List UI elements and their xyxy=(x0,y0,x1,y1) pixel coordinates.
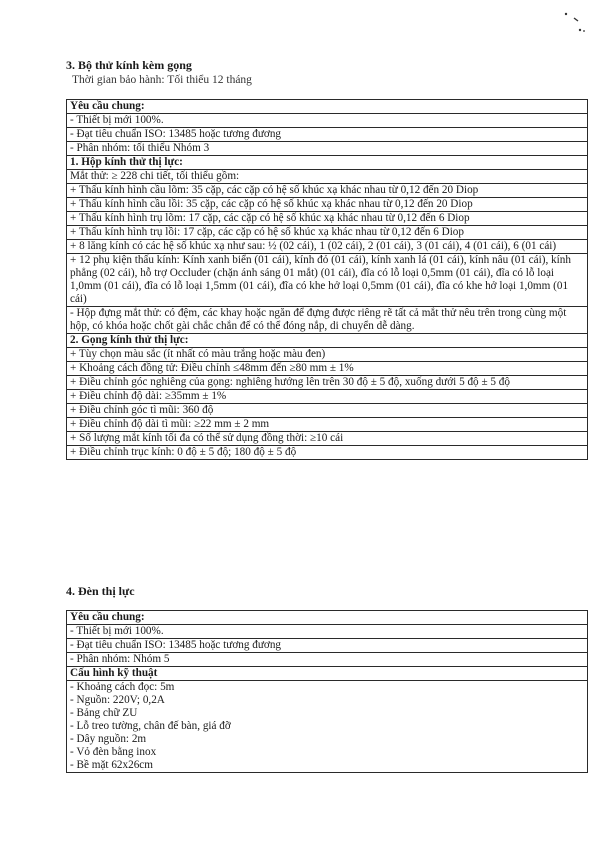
table-row xyxy=(67,418,588,432)
section-3-title: 3. Bộ thử kính kèm gọng xyxy=(66,58,192,72)
table-row xyxy=(67,128,588,142)
table-header-cell: Cấu hình kỹ thuật xyxy=(67,667,588,681)
table-cell: - Phân nhóm: Nhóm 5 xyxy=(67,653,588,667)
table-row xyxy=(67,733,588,746)
table-cell: - Bảng chữ ZU xyxy=(67,707,588,720)
table-row xyxy=(67,170,588,184)
table-row xyxy=(67,746,588,759)
table-row xyxy=(67,376,588,390)
table-cell: - Đạt tiêu chuẩn ISO: 13485 hoặc tương đương xyxy=(67,128,588,142)
table-cell: - Phân nhóm: tối thiểu Nhóm 3 xyxy=(67,142,588,156)
table-cell: - Thiết bị mới 100%. xyxy=(67,114,588,128)
table-cell: + Khoảng cách đồng tử: Điều chỉnh ≤48mm đến ≥80 mm ± 1% xyxy=(67,362,588,376)
table-row xyxy=(67,198,588,212)
table-cell: + Thấu kính hình trụ lõm: 17 cặp, các cặp có hệ số khúc xạ khác nhau từ 0,12 đến 6 Diop xyxy=(67,212,588,226)
table-cell: + Điều chỉnh góc tì mũi: 360 độ xyxy=(67,404,588,418)
table-row xyxy=(67,759,588,773)
table-header-cell: 2. Gọng kính thử thị lực: xyxy=(67,334,588,348)
table-row xyxy=(67,226,588,240)
table-row xyxy=(67,142,588,156)
table-cell: - Lỗ treo tường, chân đế bàn, giá đỡ xyxy=(67,720,588,733)
table-row xyxy=(67,667,588,681)
table-row xyxy=(67,156,588,170)
table-cell: - Đạt tiêu chuẩn ISO: 13485 hoặc tương đương xyxy=(67,639,588,653)
table-cell: + Điều chỉnh trục kính: 0 độ ± 5 độ; 180 độ ± 5 độ xyxy=(67,446,588,460)
table-row xyxy=(67,212,588,226)
table-cell: - Nguồn: 220V; 0,2A xyxy=(67,694,588,707)
table-cell: + Thấu kính hình cầu lồi: 35 cặp, các cặp có hệ số khúc xạ khác nhau từ 0,12 đến 20 Diop xyxy=(67,198,588,212)
warranty-text: Thời gian bảo hành: Tối thiểu 12 tháng xyxy=(72,74,252,86)
table-cell: + Thấu kính hình trụ lồi: 17 cặp, các cặp có hệ số khúc xạ khác nhau từ 0,12 đến 6 Diop xyxy=(67,226,588,240)
table-row xyxy=(67,240,588,254)
table-row xyxy=(67,334,588,348)
table-row xyxy=(67,307,588,334)
table-row xyxy=(67,254,588,307)
table-cell: + Điều chỉnh góc nghiêng của gọng: nghiêng hướng lên trên 30 độ ± 5 độ, xuống dưới 5 độ ± 5 độ xyxy=(67,376,588,390)
table-row xyxy=(67,390,588,404)
table-header-cell: 1. Hộp kính thử thị lực: xyxy=(67,156,588,170)
table-header-cell: Yêu cầu chung: xyxy=(67,611,588,625)
section-3-table xyxy=(66,99,588,460)
table-cell: - Thiết bị mới 100%. xyxy=(67,625,588,639)
table-cell: - Bề mặt 62x26cm xyxy=(67,759,588,773)
table-row xyxy=(67,694,588,707)
table-row xyxy=(67,625,588,639)
table-row xyxy=(67,432,588,446)
table-row xyxy=(67,681,588,695)
table-cell: - Khoảng cách đọc: 5m xyxy=(67,681,588,695)
table-cell: - Vỏ đèn bằng inox xyxy=(67,746,588,759)
table-row xyxy=(67,720,588,733)
table-cell: Mắt thử: ≥ 228 chi tiết, tối thiểu gồm: xyxy=(67,170,588,184)
table-row xyxy=(67,348,588,362)
table-row xyxy=(67,446,588,460)
table-cell: + Điều chỉnh độ dài tì mũi: ≥22 mm ± 2 mm xyxy=(67,418,588,432)
table-row xyxy=(67,404,588,418)
table-row xyxy=(67,100,588,114)
table-cell: + Số lượng mắt kính tối đa có thể sử dụng đồng thời: ≥10 cái xyxy=(67,432,588,446)
table-row xyxy=(67,653,588,667)
table-row xyxy=(67,184,588,198)
table-cell: - Hộp đựng mắt thử: có đệm, các khay hoặc ngăn để đựng được riêng rẽ tất cả mắt thử nêu trên trong cùng một hộp, có khóa hoặc chốt gài chắc chắn để có thể đóng nắp, di chuyển dễ dàng. xyxy=(67,307,588,334)
table-cell: + 8 lăng kính có các hệ số khúc xạ như sau: ½ (02 cái), 1 (02 cái), 2 (01 cái), 3 (01 cái), 4 (01 cái), 6 (01 cái) xyxy=(67,240,588,254)
table-row xyxy=(67,362,588,376)
table-row xyxy=(67,707,588,720)
table-cell: + Thấu kính hình cầu lõm: 35 cặp, các cặp có hệ số khúc xạ khác nhau từ 0,12 đến 20 Diop xyxy=(67,184,588,198)
table-cell: + Điều chỉnh độ dài: ≥35mm ± 1% xyxy=(67,390,588,404)
table-header-cell: Yêu cầu chung: xyxy=(67,100,588,114)
section-4-title: 4. Đèn thị lực xyxy=(66,584,135,598)
section-4-table xyxy=(66,610,588,773)
table-cell: - Dây nguồn: 2m xyxy=(67,733,588,746)
table-cell: + Tùy chọn màu sắc (ít nhất có màu trắng hoặc màu đen) xyxy=(67,348,588,362)
table-cell: + 12 phụ kiện thấu kính: Kính xanh biển (01 cái), kính đỏ (01 cái), kính xanh lá (01 cái), kính nâu (01 cái), kính phẳng (02 cái), hỗ trợ Occluder (chặn ánh sáng 01 mắt) (01 cái), đĩa có lỗ loại 0,5mm (01 cái), đĩa có lỗ loại 1,0mm (01 cái), đĩa có lỗ loại 1,5mm (01 cái), đĩa có khe hở loại 0,5mm (01 cái), đĩa có khe hở loại 1,0mm (01 cái) xyxy=(67,254,588,307)
table-row xyxy=(67,114,588,128)
table-row xyxy=(67,639,588,653)
corner-mark-icon xyxy=(558,8,588,38)
table-row xyxy=(67,611,588,625)
